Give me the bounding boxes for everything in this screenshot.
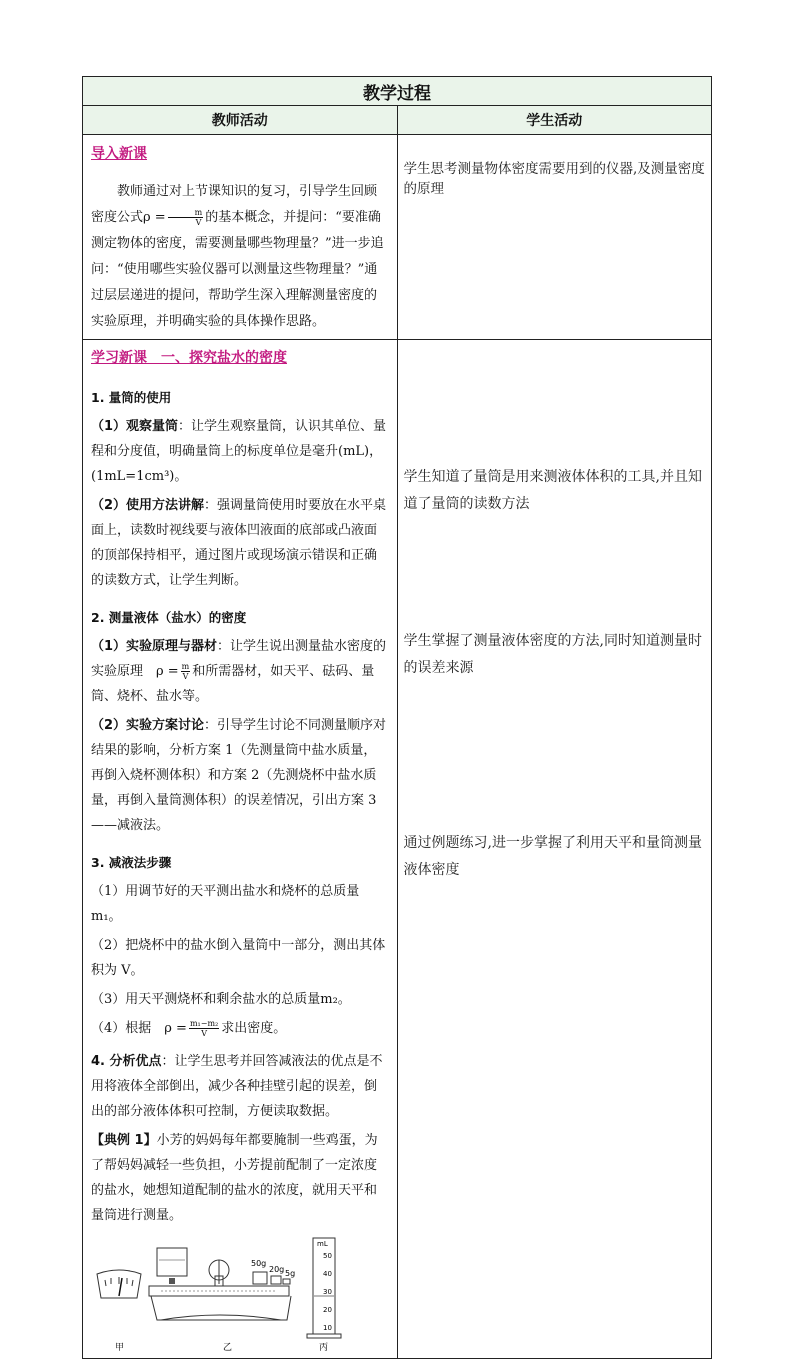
density-fraction: $\frac{m}{V}$: [168, 208, 204, 227]
balance-diagram: [149, 1248, 295, 1320]
cylinder-tick-20: 20: [323, 1306, 332, 1314]
lesson-plan-table: [82, 76, 712, 1353]
step-2: （2）把烧杯中的盐水倒入量筒中一部分，测出其体积为 V。: [91, 938, 386, 978]
intro-student-cell: [397, 135, 712, 340]
weight-label-20g: 20g: [269, 1265, 285, 1274]
heading-measure-liquid: 2. 测量液体（盐水）的密度: [91, 610, 247, 625]
step-4: （4）根据 ρ = $\frac{\text{m₁−m₂}}{V}$ 求出密度。: [91, 1019, 287, 1038]
balance-apparatus-figure: [91, 1236, 391, 1354]
graduated-cylinder-diagram: [307, 1238, 341, 1338]
para-observe-cylinder: （1）观察量筒：让学生观察量筒，认识其单位、量程和分度值，明确量筒上的标度单位是毫升(mL)，(1mL=1cm³)。: [91, 419, 387, 484]
step-1: （1）用调节好的天平测出盐水和烧杯的总质量m₁。: [91, 884, 360, 924]
cylinder-tick-50: 50: [323, 1252, 332, 1260]
figure-label-c: 丙: [319, 1343, 329, 1353]
cylinder-tick-30: 30: [323, 1288, 332, 1296]
para-principle: （1）实验原理与器材：让学生说出测量盐水密度的实验原理 ρ = $\frac{m}{V}$ 和所需器材，如天平、砝码、量筒、烧杯、盐水等。: [91, 639, 387, 704]
figure-label-a: 甲: [115, 1343, 125, 1353]
student-activity-header: 学生活动: [397, 106, 712, 135]
student-note-density: 学生掌握了测量液体密度的方法,同时知道测量时的误差来源: [403, 633, 702, 676]
lesson-teacher-cell: [83, 340, 398, 1359]
heading-cylinder-use: 1. 量筒的使用: [91, 390, 172, 405]
student-note-cylinder: 学生知道了量筒是用来测液体体积的工具,并且知道了量筒的读数方法: [403, 469, 702, 512]
lesson-student-cell: [397, 340, 712, 1359]
example-1: 【典例 1】小芳的妈妈每年都要腌制一些鸡蛋，为了帮妈妈减轻一些负担，小芳提前配制了一定浓度的盐水，她想知道配制的盐水的浓度，就用天平和量筒进行测量。: [91, 1133, 378, 1223]
intro-text-b: 的基本概念，并提问：“要准确测定物体的密度，需要测量哪些物理量？”进一步追问：“使用哪些实验仪器可以测量这些物理量？”通过层层递进的提问，帮助学生深入理解测量密度的实验原理，并明确实验的具体操作思路。: [91, 210, 384, 329]
pointer-scale-diagram: [97, 1270, 141, 1298]
lesson-section-title: 学习新课 一、探究盐水的密度: [91, 350, 287, 366]
intro-paragraph: [91, 179, 389, 335]
intro-teacher-cell: [83, 135, 398, 340]
teaching-process-table: [82, 76, 712, 1359]
intro-section-title: 导入新课: [91, 146, 147, 162]
intro-student-text: 学生思考测量物体密度需要用到的仪器,及测量密度的原理: [403, 161, 705, 197]
cylinder-tick-40: 40: [323, 1270, 332, 1278]
heading-subtraction-steps: 3. 减液法步骤: [91, 855, 172, 870]
para-usage-method: （2）使用方法讲解：强调量筒使用时要放在水平桌面上，读数时视线要与液体凹液面的底部或凸液面的顶部保持相平，通过图片或现场演示错误和正确的读数方式，让学生判断。: [91, 498, 387, 588]
para-plan-discussion: （2）实验方案讨论：引导学生讨论不同测量顺序对结果的影响，分析方案 1（先测量筒中盐水质量，再倒入烧杯测体积）和方案 2（先测烧杯中盐水质量，再倒入量筒测体积）的误差情况，引出方案 3——减液法。: [91, 718, 387, 833]
para-advantages: 4. 分析优点：让学生思考并回答减液法的优点是不用将液体全部倒出，减少各种挂壁引起的误差，倒出的部分液体体积可控制，方便读取数据。: [91, 1054, 383, 1119]
student-note-example: 通过例题练习,进一步掌握了利用天平和量筒测量液体密度: [403, 835, 702, 878]
figure-label-b: 乙: [223, 1343, 233, 1353]
table-title: 教学过程: [83, 77, 712, 106]
step-3: （3）用天平测烧杯和剩余盐水的总质量m₂。: [91, 992, 351, 1007]
weight-label-5g: 5g: [285, 1269, 296, 1278]
cylinder-unit: mL: [317, 1240, 328, 1248]
intro-text-a: 教师通过对上节课知识的复习，引导学生回顾密度公式ρ =: [91, 184, 378, 225]
teacher-activity-header: 教师活动: [83, 106, 398, 135]
experiment-figure: [91, 1236, 389, 1354]
weight-label-50g: 50g: [251, 1259, 267, 1268]
cylinder-tick-10: 10: [323, 1324, 332, 1332]
